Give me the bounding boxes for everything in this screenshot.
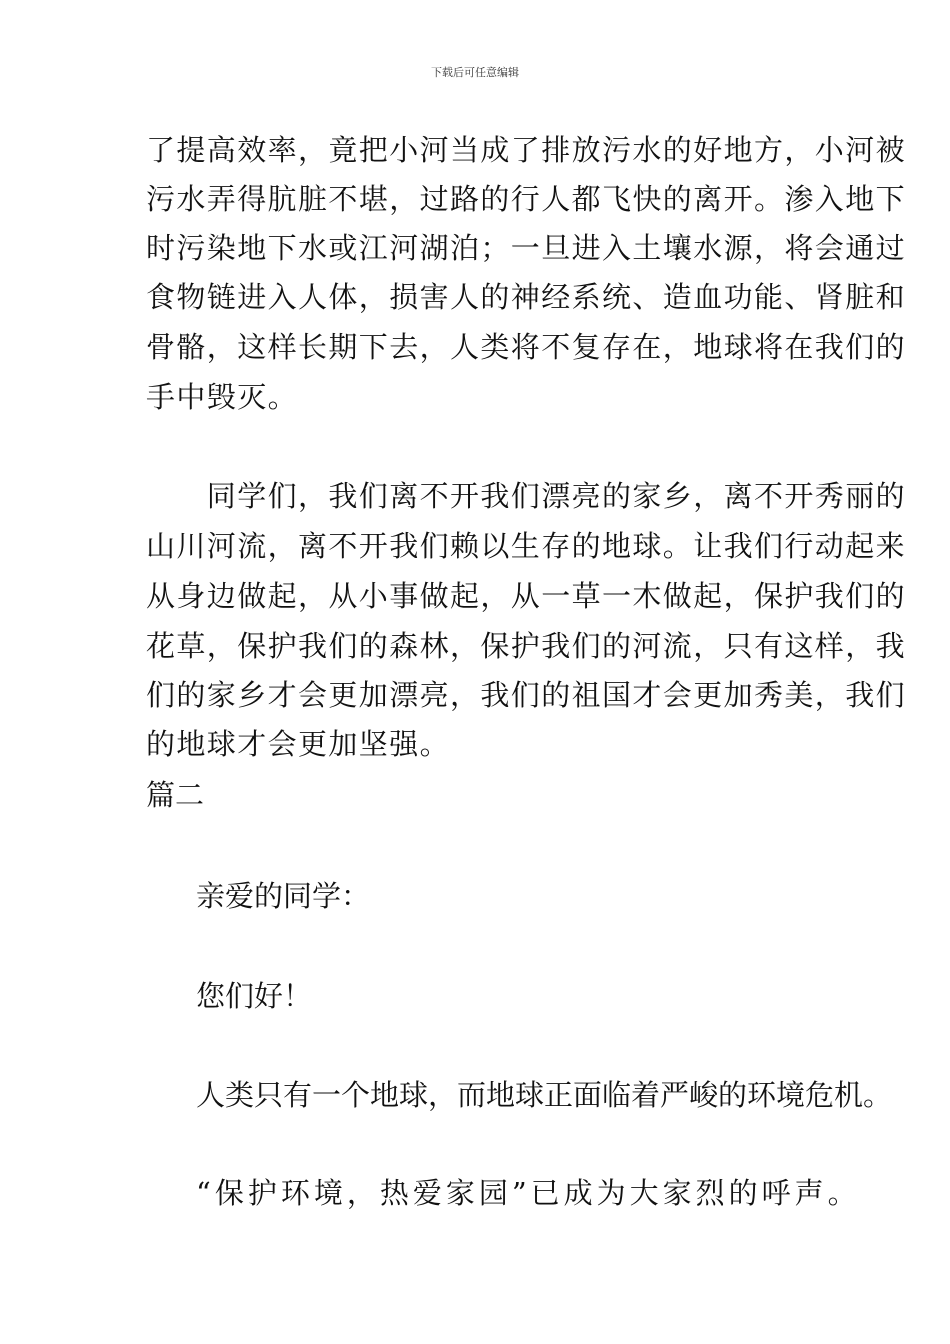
text-line: 的地球才会更加坚强。 bbox=[146, 727, 451, 761]
letter-line: “保护环境，热爱家园”已成为大家烈的呼声。 bbox=[196, 1176, 861, 1210]
text-line: 从身边做起，从小事做起，从一草一木做起，保护我们的 bbox=[146, 579, 907, 613]
text-line: 食物链进入人体，损害人的神经系统、造血功能、肾脏和 bbox=[146, 280, 907, 314]
section-title: 篇二 bbox=[146, 778, 205, 812]
text-line: 花草，保护我们的森林，保护我们的河流，只有这样，我 bbox=[146, 629, 907, 663]
text-line: 们的家乡才会更加漂亮，我们的祖国才会更加秀美，我们 bbox=[146, 678, 907, 712]
text-line: 了提高效率，竟把小河当成了排放污水的好地方，小河被 bbox=[146, 133, 907, 167]
text-line: 污水弄得肮脏不堪，过路的行人都飞快的离开。渗入地下 bbox=[146, 182, 907, 216]
letter-salutation: 您们好！ bbox=[196, 979, 313, 1013]
text-line: 时污染地下水或江河湖泊；一旦进入土壤水源，将会通过 bbox=[146, 231, 907, 265]
page-header: 下载后可任意编辑 bbox=[431, 66, 519, 79]
text-line: 山川河流，离不开我们赖以生存的地球。让我们行动起来 bbox=[146, 529, 907, 563]
text-line: 同学们，我们离不开我们漂亮的家乡，离不开秀丽的 bbox=[146, 479, 907, 513]
letter-greeting: 亲爱的同学： bbox=[196, 879, 371, 913]
letter-line: 人类只有一个地球，而地球正面临着严峻的环境危机。 bbox=[196, 1078, 893, 1112]
text-line: 骨骼，这样长期下去，人类将不复存在，地球将在我们的 bbox=[146, 330, 907, 364]
text-line: 手中毁灭。 bbox=[146, 380, 299, 414]
